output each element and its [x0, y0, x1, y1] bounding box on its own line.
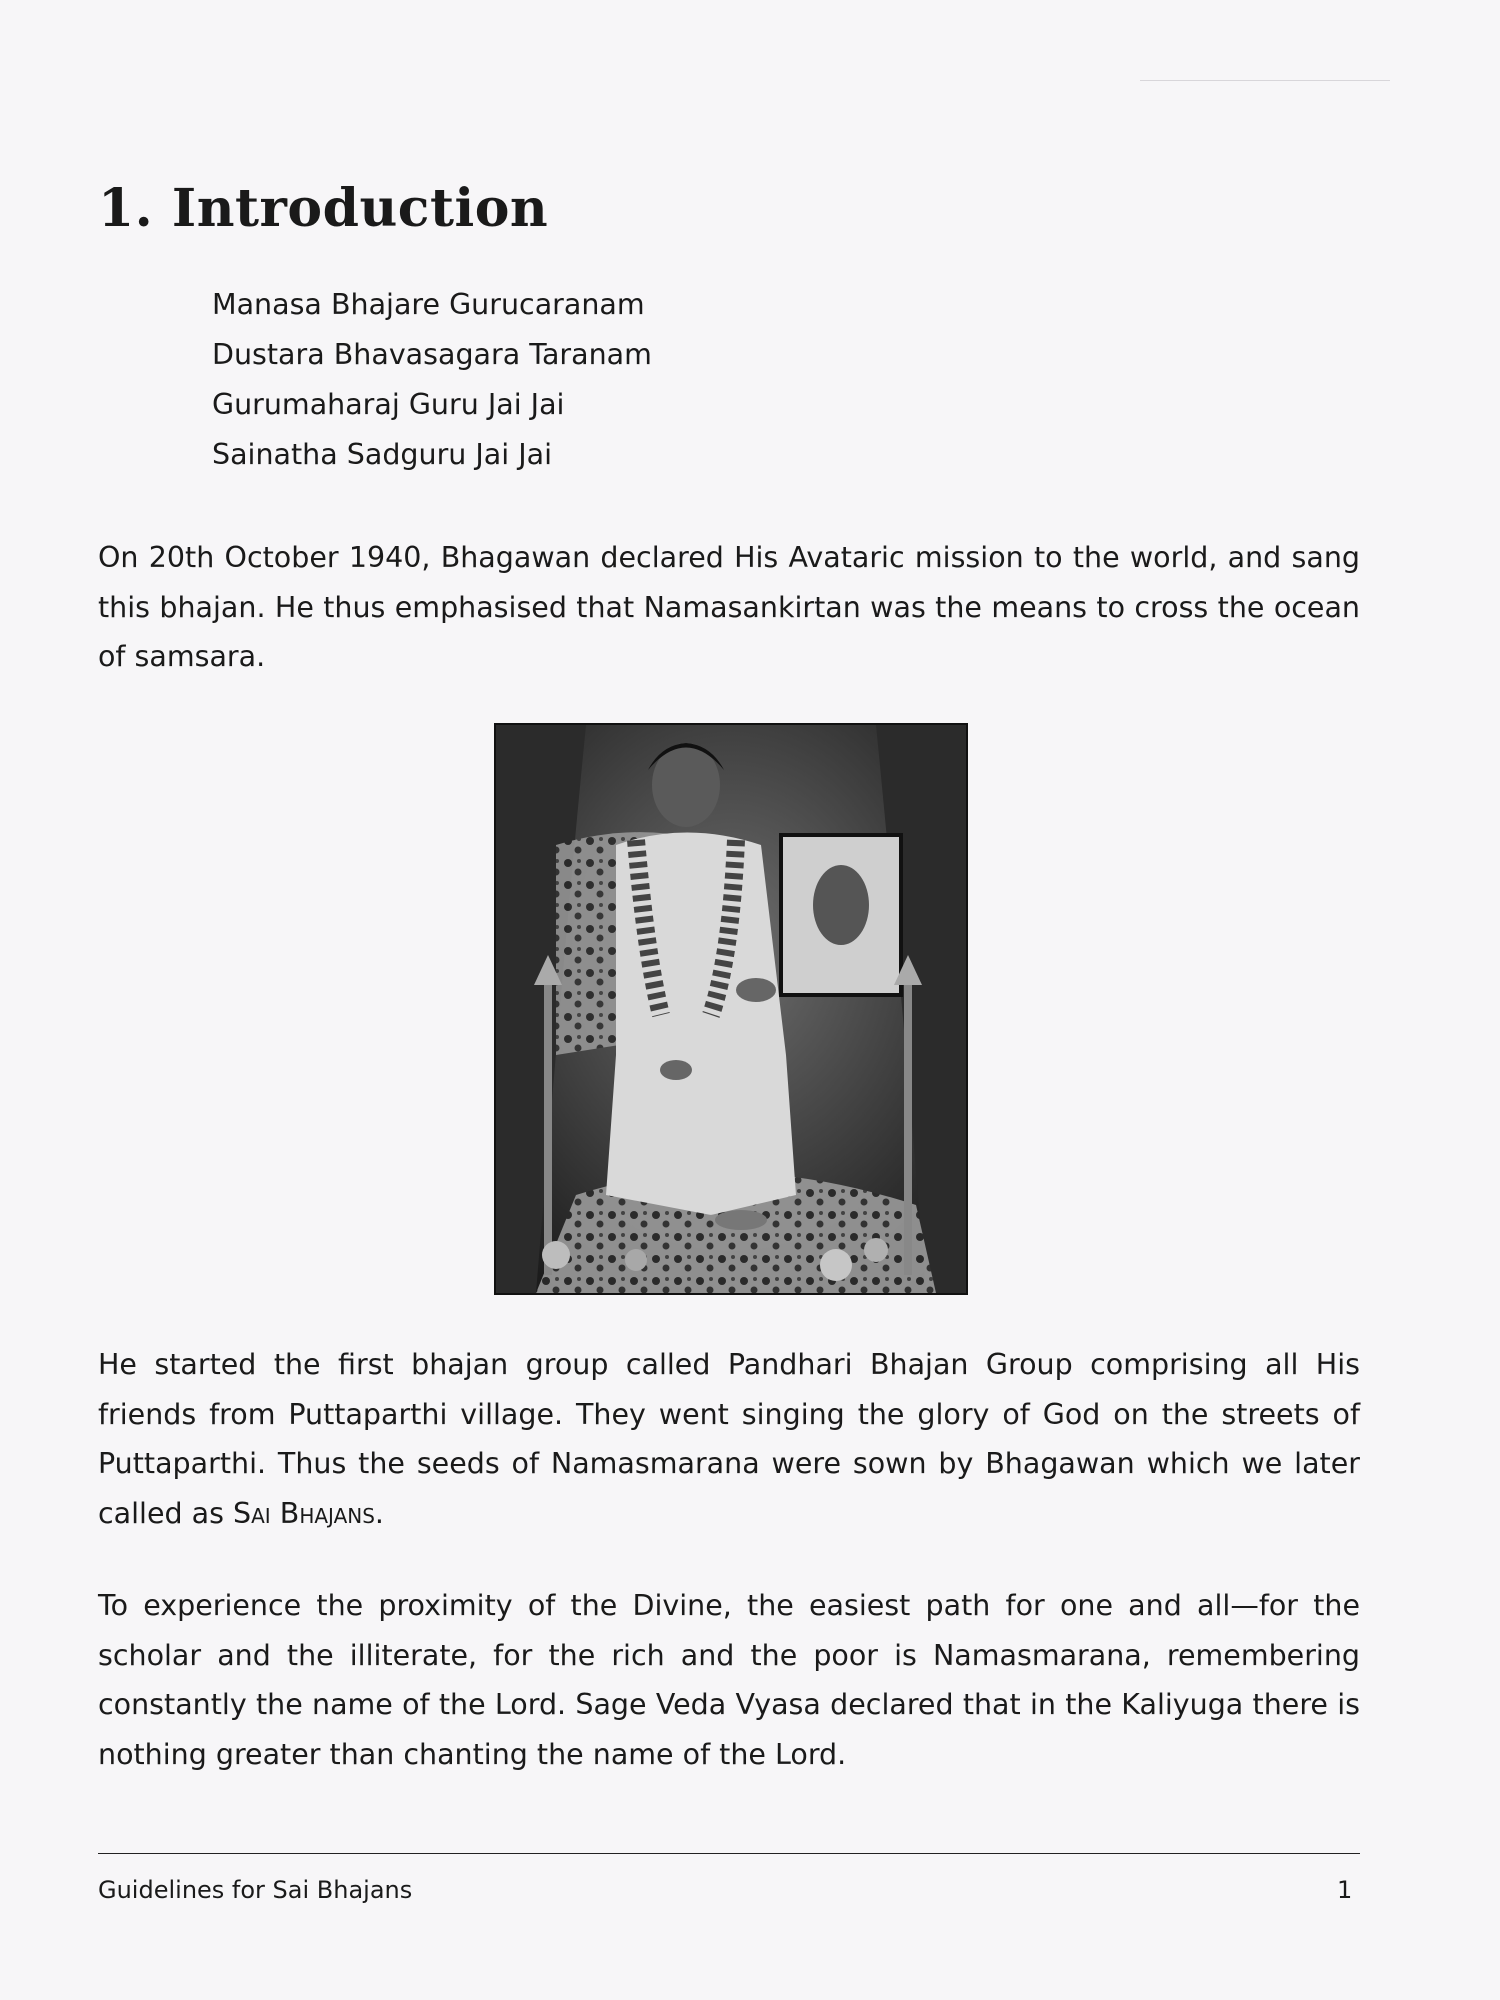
paragraph-pandhari-bhajan-group [98, 1340, 1360, 1538]
historical-photograph [494, 723, 968, 1295]
verse-line: Dustara Bhavasagara Taranam [212, 338, 652, 371]
verse-line: Gurumaharaj Guru Jai Jai [212, 388, 565, 421]
verse-line: Sainatha Sadguru Jai Jai [212, 438, 553, 471]
bleed-through-header-rule [1140, 44, 1390, 81]
page-number: 1 [1337, 1876, 1353, 1904]
sai-bhajans-term: Sai Bhajans [233, 1496, 375, 1530]
bhajan-verse [212, 280, 652, 480]
verse-line: Manasa Bhajare Gurucaranam [212, 288, 645, 321]
paragraph-text: He started the first bhajan group called Pandhari Bhajan Group comprising all His friends from Puttaparthi village. They went singing the glory of God on the streets of Puttaparthi. Thus the seeds of Namasmarana were sown by Bhagawan which we later called as [98, 1348, 1360, 1530]
chapter-title: 1. Introduction [98, 178, 549, 239]
footer-divider [98, 1853, 1360, 1854]
footer-book-title: Guidelines for Sai Bhajans [98, 1876, 413, 1904]
paragraph-avataric-declaration: On 20th October 1940, Bhagawan declared His Avataric mission to the world, and sang this bhajan. He thus emphasised that Namasankirtan was the means to cross the ocean of samsara. [98, 541, 1360, 673]
paragraph-end: . [374, 1496, 384, 1530]
paragraph-namasmarana: To experience the proximity of the Divine, the easiest path for one and all—for the scholar and the illiterate, for the rich and the poor is Namasmarana, remembering constantly the name of the Lord. Sage Veda Vyasa declared that in the Kaliyuga there is nothing greater than chanting the name of the Lord. [98, 1589, 1360, 1771]
